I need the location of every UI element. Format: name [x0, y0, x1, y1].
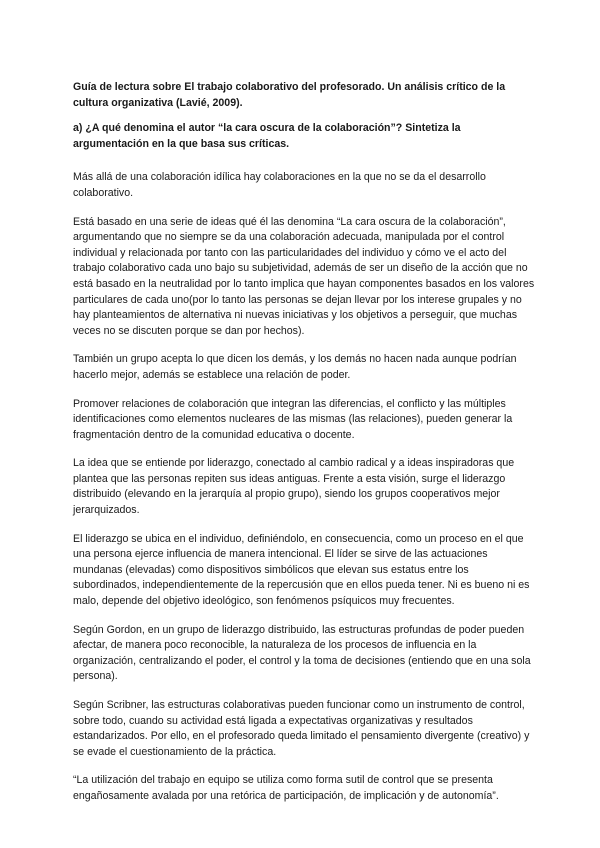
paragraph: El liderazgo se ubica en el individuo, definiéndolo, en consecuencia, como un proceso en el que una persona ejerce influencia de manera intencional. El líder se sirve de las actuaciones mundanas (elevadas) como dispositivos simbólicos que elevan sus estatus entre los subordinados, independientemente de la repercusión que en ellos pueda tener. Ni es bueno ni es malo, depende del objetivo ideológico, son fenómenos psíquicos muy frecuentes.	[73, 532, 530, 608]
paragraph: También un grupo acepta lo que dicen los demás, y los demás no hacen nada aunque podrían hacerlo mejor, además se establece una relación de poder.	[73, 353, 517, 381]
paragraph: Según Gordon, en un grupo de liderazgo distribuido, las estructuras profundas de poder pueden afectar, de manera poco reconocible, la naturaleza de los procesos de influencia en la organización, centralizando el poder, el control y la toma de decisiones (entiendo que en una sola persona).	[73, 623, 531, 683]
paragraph: La idea que se entiende por liderazgo, conectado al cambio radical y a ideas inspiradoras que plantea que las personas repiten sus ideas antiguas. Frente a esta visión, surge el liderazgo distribuido (elevando en la jerarquía al propio grupo), siendo los grupos cooperativos mejor jerarquizados.	[73, 457, 515, 517]
quote-paragraph: “La utilización del trabajo en equipo se utiliza como forma sutil de control que se presenta engañosamente avalada por una retórica de participación, de implicación y de autonomía”.	[73, 774, 499, 802]
paragraph: Promover relaciones de colaboración que integran las diferencias, el conflicto y las múltiples identificaciones como elementos nucleares de las mismas (las relaciones), pueden generar la fragmentación dentro de la comunidad educativa o docente.	[73, 397, 513, 441]
paragraph: Según Scribner, las estructuras colaborativas pueden funcionar como un instrumento de control, sobre todo, cuando su actividad está ligada a expectativas organizativas y resultados estandarizados. Por ello, en el profesorado queda limitado el pensamiento divergente (creativo) y se evade el cuestionamiento de la práctica.	[73, 699, 530, 758]
paragraph: Está basado en una serie de ideas qué él las denomina “La cara oscura de la colaboración”, argumentando que no siempre se da una colaboración adecuada, manipulada por el control individual y relacionada por tanto con las particularidades del individuo y cómo ve el acto del trabajo colaborativo cada uno bajo su subjetividad, además de ser un diseño de la acción que no está basado en la neutralidad por lo tanto implica que hayan componentes basados en los valores particulares de cada uno(por lo tanto las personas se dejan llevar por los interese grupales y no hay planteamientos de alternativa ni nuevas iniciativas y los objetivos a perseguir, que muchas veces no se discuten porque se dan por hechos).	[73, 215, 535, 337]
paragraph: Más allá de una colaboración idílica hay colaboraciones en la que no se da el desarrollo colaborativo.	[73, 171, 486, 199]
document-body	[73, 80, 535, 805]
document-title: Guía de lectura sobre El trabajo colaborativo del profesorado. Un análisis crítico de la cultura organizativa (Lavié, 2009).	[73, 81, 506, 109]
question-heading: a) ¿A qué denomina el autor “la cara oscura de la colaboración”? Sintetiza la argumentación en la que basa sus críticas.	[73, 122, 461, 150]
